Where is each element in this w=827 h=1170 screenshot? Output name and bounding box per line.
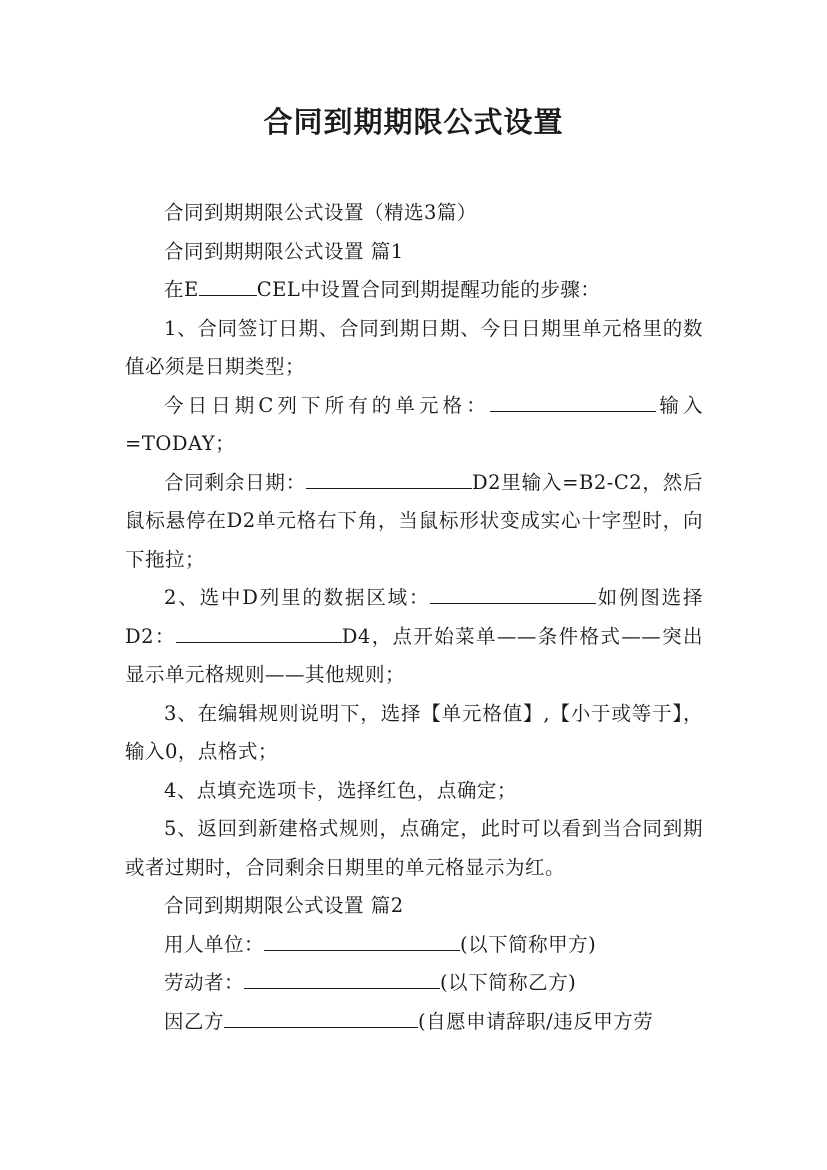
step-2-text-end: D4，点开始菜单——条件格式——突出显示单元格规则——其他规则；	[125, 624, 703, 686]
step-2-paragraph	[125, 579, 703, 695]
today-paragraph	[125, 387, 703, 464]
fill-in-blank	[199, 276, 257, 296]
intro-paragraph	[125, 271, 703, 310]
step-4-paragraph: 4、点填充选项卡，选择红色，点确定；	[164, 778, 517, 802]
employer-note: (以下简称甲方)	[460, 932, 597, 956]
fill-in-blank	[306, 469, 472, 489]
fill-in-blank	[264, 931, 460, 951]
reason-line	[125, 1003, 703, 1042]
fill-in-blank	[224, 1008, 418, 1028]
employer-label: 用人单位：	[164, 932, 265, 956]
today-text-end: 输入=TODAY；	[125, 393, 703, 455]
fill-in-blank	[430, 584, 596, 604]
remaining-paragraph	[125, 464, 703, 580]
fill-in-blank	[176, 623, 342, 643]
fill-in-blank	[490, 392, 656, 412]
document-title: 合同到期期限公式设置	[263, 105, 564, 139]
intro-text-start: 在E	[164, 278, 199, 301]
intro-text-end: CEL中设置合同到期提醒功能的步骤：	[256, 278, 601, 301]
section-heading-2: 合同到期期限公式设置 篇2	[164, 894, 404, 917]
reason-note: (自愿申请辞职/违反甲方劳	[418, 1009, 654, 1033]
step-5-paragraph: 5、返回到新建格式规则，点确定，此时可以看到当合同到期或者过期时，合同剩余日期里的单元格显示为红。	[125, 817, 703, 879]
step-2-text-middle: 如例图选择D2：	[125, 586, 703, 648]
remaining-text-start: 合同剩余日期：	[164, 470, 306, 494]
subtitle-line: 合同到期期限公式设置（精选3篇）	[164, 201, 477, 224]
section-heading-1: 合同到期期限公式设置 篇1	[164, 239, 404, 263]
worker-line	[125, 964, 703, 1003]
reason-label: 因乙方	[164, 1009, 225, 1033]
step-2-text-start: 2、选中D列里的数据区域：	[164, 586, 431, 609]
remaining-text-end: D2里输入=B2-C2，然后鼠标悬停在D2单元格右下角，当鼠标形状变成实心十字型时，向下拖拉；	[125, 470, 703, 571]
fill-in-blank	[244, 969, 440, 989]
document-body	[125, 194, 703, 1041]
worker-note: (以下简称乙方)	[440, 971, 577, 994]
step-1-paragraph: 1、合同签订日期、合同到期日期、今日日期里单元格里的数值必须是日期类型；	[125, 316, 703, 378]
step-3-paragraph: 3、在编辑规则说明下，选择【单元格值】,【小于或等于】，输入0，点格式；	[125, 701, 703, 763]
employer-line	[125, 926, 703, 965]
today-text-start: 今日日期C列下所有的单元格：	[164, 393, 490, 417]
worker-label: 劳动者：	[164, 971, 245, 994]
